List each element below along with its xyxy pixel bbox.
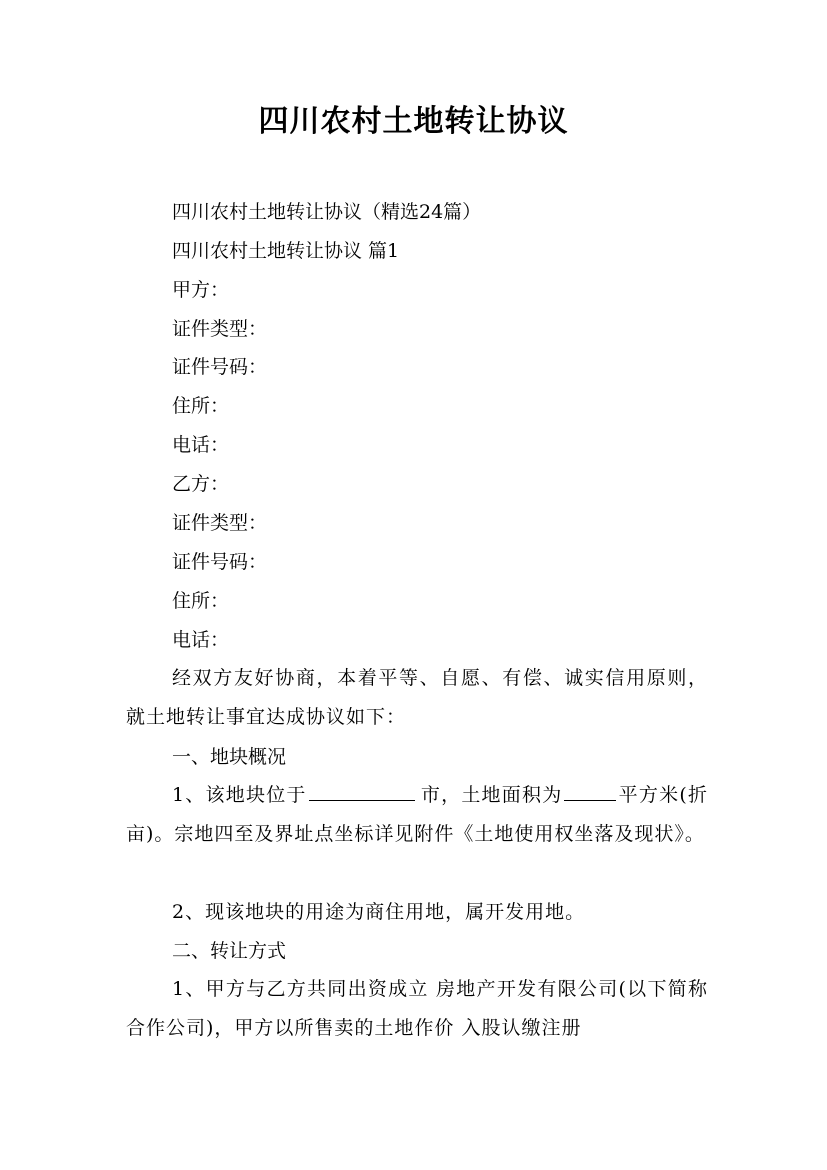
party-a-phone: 电话： (172, 434, 230, 456)
section1-item2: 2、现该地块的用途为商住用地，属开发用地。 (172, 901, 586, 923)
document-title: 四川农村土地转让协议 (258, 104, 569, 139)
party-a-label: 甲方： (172, 279, 230, 301)
item1-text-part1: 1、该地块位于 (172, 784, 307, 806)
party-a-id-type: 证件类型： (172, 318, 268, 340)
section-heading: 四川农村土地转让协议 篇1 (172, 240, 400, 262)
section1-item1 (126, 776, 708, 854)
item1-text-part2: 市，土地面积为 (420, 784, 563, 806)
party-a-id-number: 证件号码： (172, 356, 268, 378)
party-b-id-number: 证件号码： (172, 551, 268, 573)
party-b-address: 住所： (172, 590, 230, 612)
party-b-id-type: 证件类型： (172, 512, 268, 534)
section1-heading: 一、地块概况 (172, 746, 287, 768)
party-b-phone: 电话： (172, 629, 230, 651)
party-a-address: 住所： (172, 395, 230, 417)
city-blank (309, 780, 415, 801)
intro-paragraph: 经双方友好协商，本着平等、自愿、有偿、诚实信用原则，就土地转让事宜达成协议如下： (126, 667, 708, 728)
party-b-label: 乙方： (172, 473, 230, 495)
section2-item1: 1、甲方与乙方共同出资成立 房地产开发有限公司(以下简称合作公司)，甲方以所售卖的土地作价 入股认缴注册 (126, 978, 708, 1039)
document-subtitle: 四川农村土地转让协议（精选24篇） (172, 201, 482, 223)
item1-text-part3: 平方米(折 亩)。宗地四至及界址点坐标详见附件《土地使用权坐落及现状》。 (126, 784, 708, 845)
section2-heading: 二、转让方式 (172, 940, 287, 962)
area-blank (564, 780, 616, 801)
